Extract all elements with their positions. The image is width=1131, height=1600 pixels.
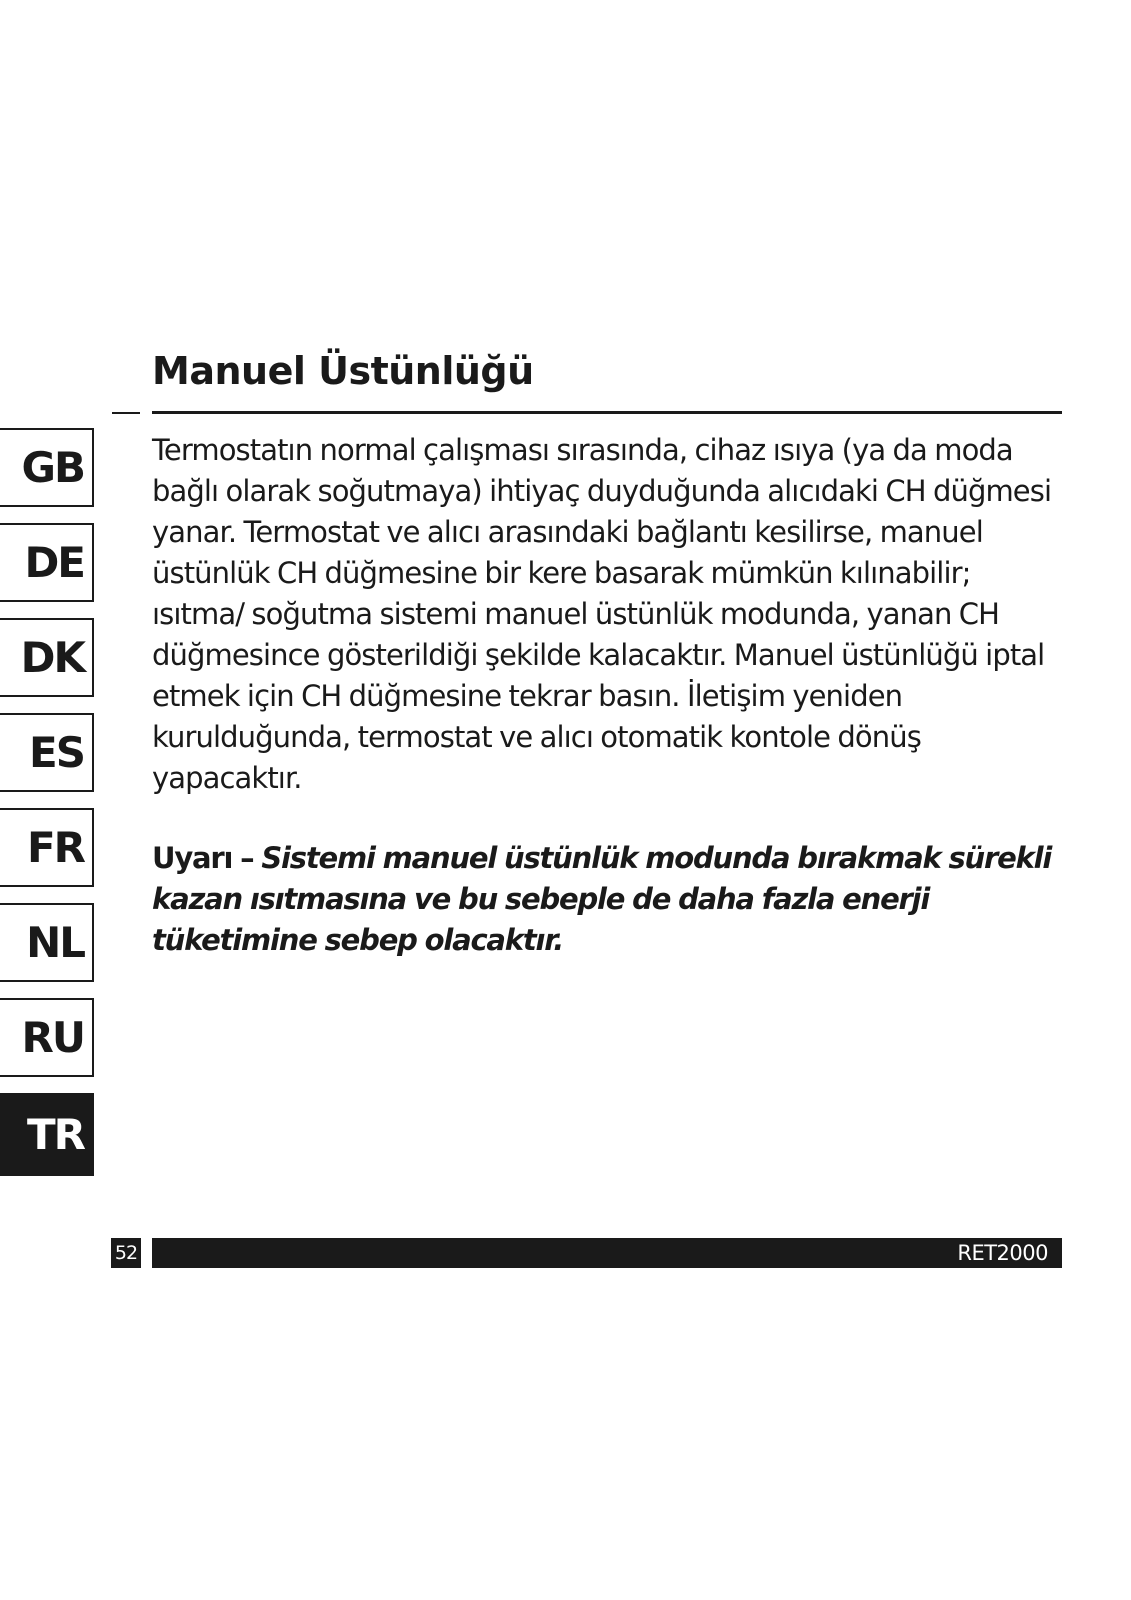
body-paragraph: Termostatın normal çalışması sırasında, cihaz ısıya (ya da moda bağlı olarak soğutmaya) ihtiyaç duyduğunda alıcıdaki CH düğmesi yanar. Termostat ve alıcı arasındaki bağlantı kesilirse, manuel üstünlük CH düğmesine bir kere basarak mümkün kılınabilir; ısıtma/ soğutma sistemi manuel üstünlük modunda, yanan CH düğmesince gösterildiği şekilde kalacaktır. Manuel üstünlüğü iptal etmek için CH düğmesine tekrar basın. İletişim yeniden kurulduğunda, termostat ve alıcı otomatik kontole dönüş yapacaktır. [152, 433, 1052, 795]
language-tab-tr[interactable]: TR [0, 1093, 94, 1176]
title-rule [152, 411, 1062, 414]
language-tab-nl[interactable]: NL [0, 903, 94, 982]
language-tab-de[interactable]: DE [0, 523, 94, 602]
page-number: 52 [111, 1238, 141, 1268]
warning-dash: – [232, 841, 262, 875]
warning-label: Uyarı [152, 841, 233, 875]
title-rule-marker [112, 412, 140, 414]
language-tab-ru[interactable]: RU [0, 998, 94, 1077]
warning-paragraph [152, 838, 1062, 961]
language-tab-es[interactable]: ES [0, 713, 94, 792]
language-tab-fr[interactable]: FR [0, 808, 94, 887]
warning-message: Sistemi manuel üstünlük modunda bırakmak sürekli kazan ısıtmasına ve bu sebeple de daha fazla enerji tüketimine sebep olacaktır. [152, 841, 1052, 957]
language-tab-dk[interactable]: DK [0, 618, 94, 697]
footer-model-bar: RET2000 [152, 1238, 1062, 1268]
page-title: Manuel Üstünlüğü [152, 349, 534, 393]
language-tab-gb[interactable]: GB [0, 428, 94, 507]
